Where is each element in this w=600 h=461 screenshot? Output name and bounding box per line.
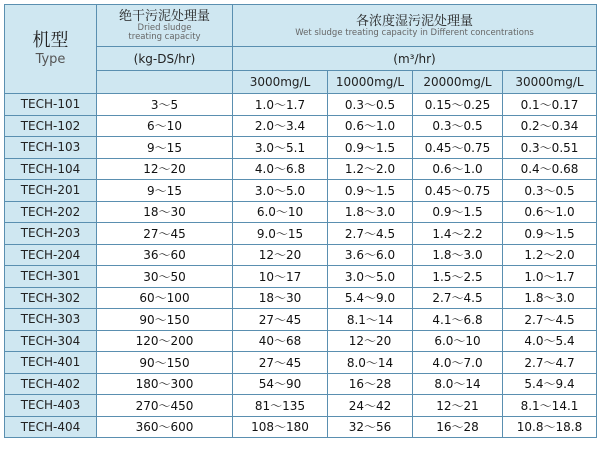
table-row [5,352,597,374]
conc-10000-cell: 1.2～2.0 [328,158,413,180]
model-cell: TECH-404 [5,416,97,438]
type-header-en: Type [35,52,66,67]
table-row [5,180,597,202]
conc-10000-cell: 24～42 [328,395,413,417]
dry-capacity-header-zh: 绝干污泥处理量 [118,9,210,24]
wet-capacity-header-en: Wet sludge treating capacity in Different concentrations [295,27,534,38]
conc-30000-cell: 0.4～0.68 [503,158,597,180]
conc-30000-cell: 0.1～0.17 [503,94,597,116]
dry-capacity-cell: 9～15 [97,180,233,202]
conc-3000-cell: 108～180 [233,416,328,438]
conc-30000-cell: 0.6～1.0 [503,201,597,223]
conc-10000-cell: 32～56 [328,416,413,438]
capacity-table-container [4,4,596,457]
dry-capacity-cell: 180～300 [97,373,233,395]
table-row [5,373,597,395]
conc-30000-cell: 1.2～2.0 [503,244,597,266]
model-cell: TECH-301 [5,266,97,288]
conc-30000-cell: 0.2～0.34 [503,115,597,137]
conc-20000-cell: 0.6～1.0 [413,158,503,180]
conc-3000-cell: 4.0～6.8 [233,158,328,180]
dry-capacity-cell: 36～60 [97,244,233,266]
conc-10000-cell: 2.7～4.5 [328,223,413,245]
conc-3000-cell: 3.0～5.1 [233,137,328,159]
conc-3000-cell: 27～45 [233,352,328,374]
model-cell: TECH-102 [5,115,97,137]
conc-20000-cell: 1.5～2.5 [413,266,503,288]
model-cell: TECH-202 [5,201,97,223]
conc-20000-cell: 0.9～1.5 [413,201,503,223]
conc-10000-cell: 12～20 [328,330,413,352]
conc-20000-cell: 12～21 [413,395,503,417]
conc-30000-cell: 1.0～1.7 [503,266,597,288]
conc-3000-cell: 1.0～1.7 [233,94,328,116]
conc-3000-cell: 6.0～10 [233,201,328,223]
dry-capacity-header [97,5,233,47]
header-row-1 [5,5,597,47]
conc-10000-cell: 3.0～5.0 [328,266,413,288]
conc-30000-cell: 0.9～1.5 [503,223,597,245]
dry-capacity-cell: 30～50 [97,266,233,288]
conc-3000-cell: 10～17 [233,266,328,288]
conc-10000-cell: 0.6～1.0 [328,115,413,137]
conc-10000-cell: 1.8～3.0 [328,201,413,223]
table-row [5,201,597,223]
wet-unit-header: (m³/hr) [233,47,597,71]
dry-blank-header [97,71,233,94]
conc-30000-cell: 2.7～4.5 [503,309,597,331]
table-row [5,266,597,288]
conc-10000-cell: 8.0～14 [328,352,413,374]
conc-3000-cell: 9.0～15 [233,223,328,245]
conc-20000-cell: 4.0～7.0 [413,352,503,374]
model-cell: TECH-402 [5,373,97,395]
table-row [5,158,597,180]
conc-30000-cell: 0.3～0.51 [503,137,597,159]
conc-30000-cell: 10.8～18.8 [503,416,597,438]
conc-20000-cell: 1.4～2.2 [413,223,503,245]
conc-10000-cell: 0.9～1.5 [328,137,413,159]
conc-10000-cell: 0.3～0.5 [328,94,413,116]
conc-20000-cell: 0.45～0.75 [413,137,503,159]
conc-10000-cell: 16～28 [328,373,413,395]
conc-20000-cell: 6.0～10 [413,330,503,352]
dry-capacity-cell: 270～450 [97,395,233,417]
table-row [5,395,597,417]
conc-3000-cell: 18～30 [233,287,328,309]
conc-10000-cell: 0.9～1.5 [328,180,413,202]
dry-capacity-cell: 18～30 [97,201,233,223]
conc-20000-cell: 1.8～3.0 [413,244,503,266]
table-row [5,330,597,352]
model-cell: TECH-303 [5,309,97,331]
conc-header-3000: 3000mg/L [233,71,328,94]
dry-capacity-header-en: Dried sludge treating capacity [128,23,201,42]
model-cell: TECH-101 [5,94,97,116]
model-cell: TECH-403 [5,395,97,417]
conc-20000-cell: 0.15～0.25 [413,94,503,116]
table-row [5,287,597,309]
table-row [5,309,597,331]
conc-30000-cell: 1.8～3.0 [503,287,597,309]
dry-capacity-cell: 90～150 [97,352,233,374]
conc-3000-cell: 27～45 [233,309,328,331]
dry-capacity-cell: 120～200 [97,330,233,352]
model-cell: TECH-302 [5,287,97,309]
wet-capacity-header [233,5,597,47]
conc-10000-cell: 8.1～14 [328,309,413,331]
table-body [5,5,597,438]
model-cell: TECH-203 [5,223,97,245]
table-row [5,137,597,159]
dry-capacity-cell: 60～100 [97,287,233,309]
dry-unit-header: (kg-DS/hr) [97,47,233,71]
conc-3000-cell: 2.0～3.4 [233,115,328,137]
conc-3000-cell: 12～20 [233,244,328,266]
model-cell: TECH-401 [5,352,97,374]
conc-3000-cell: 40～68 [233,330,328,352]
dry-capacity-cell: 3～5 [97,94,233,116]
conc-3000-cell: 81～135 [233,395,328,417]
model-cell: TECH-201 [5,180,97,202]
conc-header-10000: 10000mg/L [328,71,413,94]
type-header [5,5,97,94]
dry-capacity-cell: 360～600 [97,416,233,438]
conc-30000-cell: 2.7～4.7 [503,352,597,374]
table-row [5,223,597,245]
conc-30000-cell: 4.0～5.4 [503,330,597,352]
dry-capacity-cell: 27～45 [97,223,233,245]
table-row [5,94,597,116]
conc-20000-cell: 4.1～6.8 [413,309,503,331]
conc-20000-cell: 8.0～14 [413,373,503,395]
dry-capacity-cell: 90～150 [97,309,233,331]
conc-30000-cell: 5.4～9.4 [503,373,597,395]
model-cell: TECH-204 [5,244,97,266]
conc-20000-cell: 0.3～0.5 [413,115,503,137]
conc-20000-cell: 2.7～4.5 [413,287,503,309]
conc-3000-cell: 3.0～5.0 [233,180,328,202]
model-cell: TECH-304 [5,330,97,352]
model-cell: TECH-103 [5,137,97,159]
table-row [5,416,597,438]
dry-capacity-cell: 9～15 [97,137,233,159]
conc-header-30000: 30000mg/L [503,71,597,94]
model-cell: TECH-104 [5,158,97,180]
conc-30000-cell: 0.3～0.5 [503,180,597,202]
conc-10000-cell: 5.4～9.0 [328,287,413,309]
dry-capacity-cell: 12～20 [97,158,233,180]
conc-header-20000: 20000mg/L [413,71,503,94]
conc-3000-cell: 54～90 [233,373,328,395]
table-row [5,244,597,266]
type-header-zh: 机型 [32,30,69,51]
capacity-table [4,4,597,438]
conc-20000-cell: 16～28 [413,416,503,438]
conc-20000-cell: 0.45～0.75 [413,180,503,202]
table-row [5,115,597,137]
conc-10000-cell: 3.6～6.0 [328,244,413,266]
dry-capacity-cell: 6～10 [97,115,233,137]
conc-30000-cell: 8.1～14.1 [503,395,597,417]
wet-capacity-header-zh: 各浓度湿污泥处理量 [355,13,473,29]
